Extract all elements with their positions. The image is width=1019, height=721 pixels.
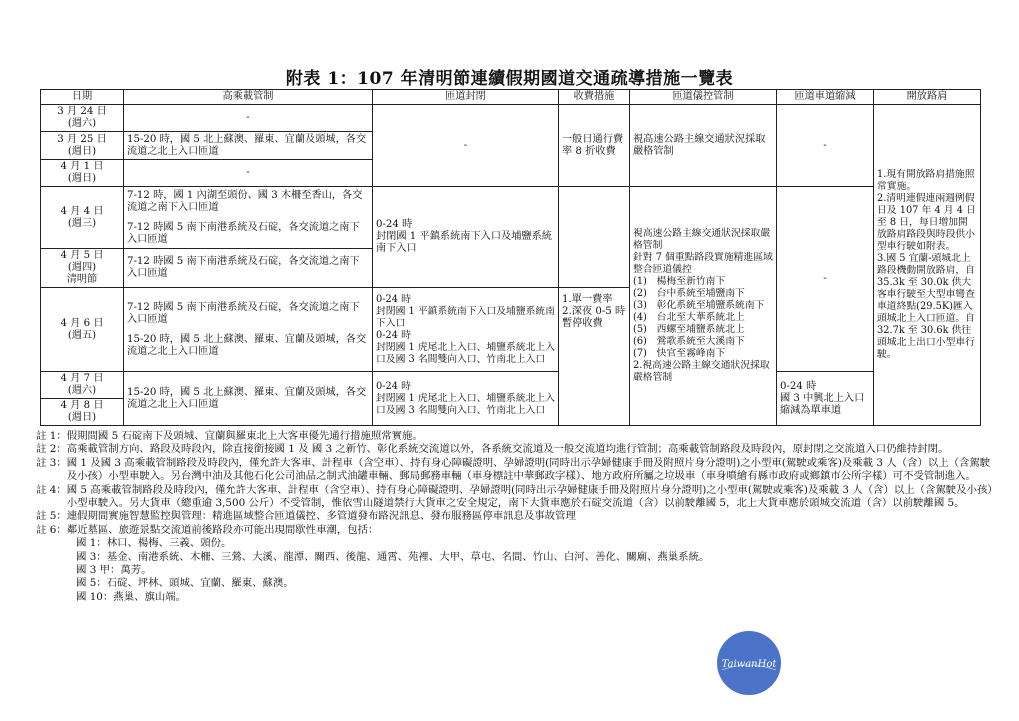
- hov-cell: 15-20 時，國 5 北上蘇澳、羅東、宜蘭及頭城，各交流道之北上入口匝道: [124, 372, 373, 426]
- taiwanhot-logo: [716, 630, 782, 696]
- date-cell: 4 月 8 日 (週日): [41, 399, 124, 426]
- ramp-close-cell: 0-24 時 封閉國 1 虎尾北上入口、埔鹽系統北上入口及國 3 名間雙向入口、竹南北上入口: [373, 372, 559, 426]
- hov-cell: 15-20 時，國 5 北上蘇澳、羅東、宜蘭及頭城，各交流道之北上入口匝道: [124, 132, 373, 160]
- toll-cell: 一般日通行費率 8 折收費: [559, 105, 630, 187]
- note-4: 註 4： 國 5 高乘載管制路段及時段內，僅允許大客車、計程車（含空車）、持有身心障礙證明、孕婦證明(同時出示孕婦健康手冊及附照片身分證明)之小型車(駕駛或乘客)及乘載 3 人（含）以上（含駕駛及小孩）小型車駛入。另大貨車（總重逾 3,500 公斤）不受管制，惟依雪山隧道禁行大貨車之安全規定，南下大貨車應於石碇交流道（含）以前駛離國 5，北上大貨車應於頭城交流道（含）以前駛離國 5。: [36, 483, 993, 510]
- table-row: [41, 187, 981, 249]
- table-header-row: [41, 90, 981, 105]
- measures-table: [40, 89, 981, 426]
- note-6-item: 國 5：石碇、坪林、頭城、宜蘭、羅東、蘇澳。: [76, 577, 294, 590]
- note-2: 註 2： 高乘載管制方向、路段及時段內，除直接銜接國 1 及 國 3 之新竹、彰化系統交流道以外，各系統交流道及一般交流道均進行管制；高乘載管制路段及時段內，原封閉之交流道入口仍維持封閉。: [36, 443, 949, 456]
- hov-cell: 7-12 時國 5 南下南港系統及石碇，各交流道之南下入口匝道: [124, 249, 373, 288]
- meter-cell: 視高速公路主線交通狀況採取嚴格管制 針對 7 個重點路段實施精進區域整合匝道儀控 (1) 楊梅至新竹南下 (2) 台中系統至埔鹽南下 (3) 彰化系統至埔鹽系統南下 (4) 台北至大華系統北上 (5) 西螺至埔鹽系統北上 (6) 鶯歌系統至大溪南下 (7) 快官至霧峰南下 2.視高速公路主線交通狀況採取嚴格管制: [630, 187, 777, 426]
- date-cell: 3 月 24 日 (週六): [41, 105, 124, 132]
- note-6: 註 6： 鄰近墓區、旅遊景點交流道前後路段亦可能出現間歇性車潮，包括：: [36, 523, 379, 536]
- date-cell: 4 月 5 日 (週四) 清明節: [41, 249, 124, 288]
- table-row: [41, 105, 981, 132]
- toll-cell: 1.單一費率 2.深夜 0-5 時暫停收費: [559, 288, 630, 426]
- date-cell: 3 月 25 日 (週日): [41, 132, 124, 160]
- note-1: 註 1： 假期間國 5 石碇南下及頭城、宜蘭與羅東北上大客車優先通行措施照常實施。: [36, 430, 423, 442]
- hov-cell: 7-12 時國 5 南下南港系統及石碇，各交流道之南下入口匝道 15-20 時，國 5 北上蘇澳、羅東、宜蘭及頭城，各交流道之北上入口匝道: [124, 288, 373, 372]
- logo-text: TaiwanHot: [721, 659, 777, 670]
- meter-cell: 視高速公路主線交通狀況採取嚴格管制: [630, 105, 777, 187]
- date-cell: 4 月 1 日 (週日): [41, 160, 124, 187]
- header-date: 日期: [41, 90, 124, 105]
- date-cell: 4 月 7 日 (週六): [41, 372, 124, 399]
- header-lane-reduce: 匝道車道縮減: [777, 90, 874, 105]
- ramp-close-cell: 0-24 時 封閉國 1 平鎮系統南下入口及埔鹽系統南下入口: [373, 187, 559, 288]
- page-title: 附表 1：107 年清明節連續假期國道交通疏導措施一覽表: [285, 69, 734, 89]
- ramp-close-cell: 0-24 時 封閉國 1 平鎮系統南下入口及埔鹽系統南下入口 0-24 時 封閉國 1 虎尾北上入口、埔鹽系統北上入口及國 3 名間雙向入口、竹南北上入口: [373, 288, 559, 372]
- notes-section: [36, 430, 996, 604]
- ramp-close-cell: -: [373, 105, 559, 187]
- table-row: [41, 372, 981, 399]
- header-ramp-close: 匝道封閉: [373, 90, 559, 105]
- header-toll: 收費措施: [559, 90, 630, 105]
- note-5: 註 5： 連假期間實施智慧監控與管理：精進區域整合匝道儀控、多管道發布路況訊息、發布服務區停車訊息及事故管理: [36, 510, 576, 523]
- hov-cell: -: [124, 105, 373, 132]
- lane-cell: -: [777, 105, 874, 187]
- hov-cell: 7-12 時，國 1 內湖至頭份、國 3 木柵至香山，各交流道之南下入口匝道 7-12 時國 5 南下南港系統及石碇，各交流道之南下入口匝道: [124, 187, 373, 249]
- header-hov: 高乘載管制: [124, 90, 373, 105]
- note-6-item: 國 3 甲：萬芳。: [76, 564, 152, 577]
- date-cell: 4 月 6 日 (週五): [41, 288, 124, 372]
- note-6-item: 國 10：燕巢、旗山端。: [76, 590, 187, 603]
- header-shoulder: 開放路肩: [874, 90, 981, 105]
- date-cell: 4 月 4 日 (週三): [41, 187, 124, 249]
- toll-cell: [559, 187, 630, 288]
- lane-cell: -: [777, 187, 874, 372]
- lane-cell: 0-24 時 國 3 中興北上入口縮減為單車道: [777, 372, 874, 426]
- note-6-item: 國 3：基金、南港系統、木柵、三鶯、大溪、龍潭、關西、後龍、通霄、苑裡、大甲、草屯、名間、竹山、白河、善化、關廟、燕巢系統。: [76, 550, 710, 563]
- note-6-item: 國 1：林口、楊梅、三義、頭份。: [76, 537, 232, 550]
- header-ramp-meter: 匝道儀控管制: [630, 90, 777, 105]
- hov-cell: -: [124, 160, 373, 187]
- note-3: 註 3： 國 1 及國 3 高乘載管制路段及時段內，僅允許大客車、計程車（含空車）、持有身心障礙證明、孕婦證明(同時出示孕婦健康手冊及附照片身分證明)之小型車(駕駛或乘客)及乘載 3 人（含）以上（含駕駛及小孩）小型車駛入。另台灣中油及其他石化公司油品之制式油罐車輛、郵局郵務車輛（車身標註中華郵政字樣）、地方政府所屬之垃圾車（車身噴繪有縣市政府或鄉鎮市公所字樣）可不受管制進入。: [36, 456, 991, 483]
- shoulder-cell: 1.現有開放路肩措施照常實施。 2.清明連假連兩週例假日及 107 年 4 月 4 日至 8 日，每日增加開放路肩路段與時段供小型車行駛如附表。 3.國 5 宜蘭-頭城北上路段機動開放路肩，自 35.3k 至 30.0k 供大客車行駛至大型車彎查車道終點(29.5K)匯入頭城北上入口匝道。自 32.7k 至 30.6k 供往頭城北上出口小型車行駛。: [874, 105, 981, 426]
